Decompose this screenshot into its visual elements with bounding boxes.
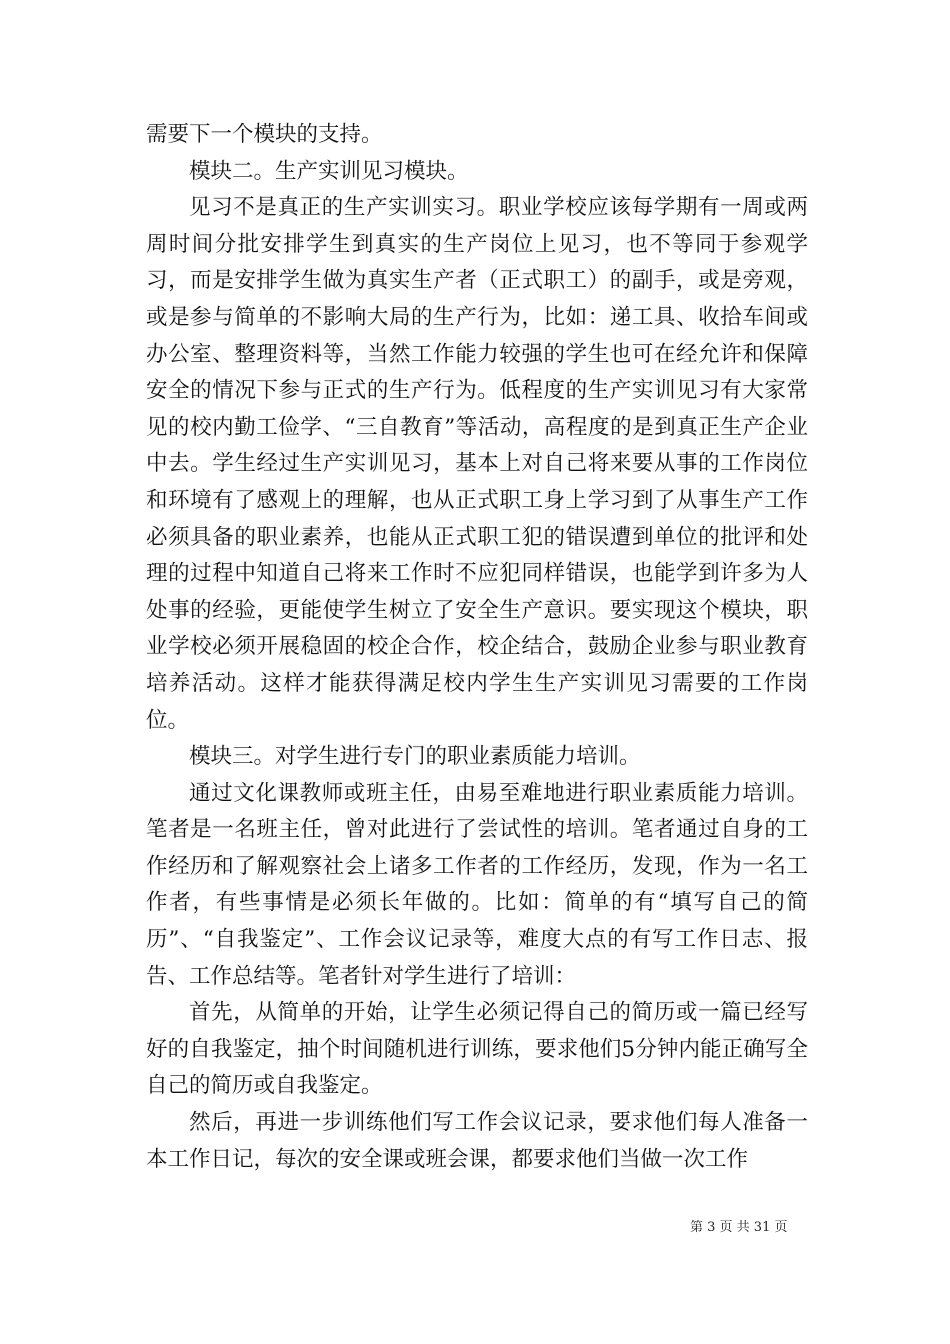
paragraph-continuation: 需要下一个模块的支持。 — [146, 122, 383, 147]
heading-module-three: 模块三。对学生进行专门的职业素质能力培训。 — [189, 744, 641, 770]
paragraph-training: 通过文化课教师或班主任，由易至难地进行职业素质能力培训。笔者是一名班主任，曾对此进行了尝试性的培训。笔者通过自身的工作经历和了解观察社会上诸多工作者的工作经历，发现，作为一名工作者，有些事情是必须长年做的。比如：简单的有“填写自己的简历”、“自我鉴定”、工作会议记录等，难度大点的有写工作日志、报告、工作总结等。笔者针对学生进行了培训： — [146, 780, 808, 989]
paragraph-next-step: 然后，再进一步训练他们写工作会议记录，要求他们每人准备一本工作日记，每次的安全课或班会课，都要求他们当做一次工作 — [146, 1110, 808, 1172]
heading-module-two: 模块二。生产实训见习模块。 — [189, 158, 469, 184]
page-number-footer: 第 3 页 共 31 页 — [690, 1220, 788, 1235]
document-body — [146, 117, 808, 1178]
paragraph-first-step: 首先，从简单的开始，让学生必须记得自己的简历或一篇已经写好的自我鉴定，抽个时间随机进行训练，要求他们5分钟内能正确写全自己的简历或自我鉴定。 — [146, 1000, 808, 1099]
paragraph-internship: 见习不是真正的生产实训实习。职业学校应该每学期有一周或两周时间分批安排学生到真实的生产岗位上见习，也不等同于参观学习，而是安排学生做为真实生产者（正式职工）的副手，或是旁观，或是参与简单的不影响大局的生产行为，比如：递工具、收拾车间或办公室、整理资料等，当然工作能力较强的学生也可在经允许和保障安全的情况下参与正式的生产行为。低程度的生产实训见习有大家常见的校内勤工俭学、“三自教育”等活动，高程度的是到真正生产企业中去。学生经过生产实训见习，基本上对自己将来要从事的工作岗位和环境有了感观上的理解，也从正式职工身上学习到了从事生产工作必须具备的职业素养，也能从正式职工犯的错误遭到单位的批评和处理的过程中知道自己将来工作时不应犯同样错误，也能学到许多为人处事的经验，更能使学生树立了安全生产意识。要实现这个模块，职业学校必须开展稳固的校企合作，校企结合，鼓励企业参与职业教育培养活动。这样才能获得满足校内学生生产实训见习需要的工作岗位。 — [146, 195, 808, 733]
